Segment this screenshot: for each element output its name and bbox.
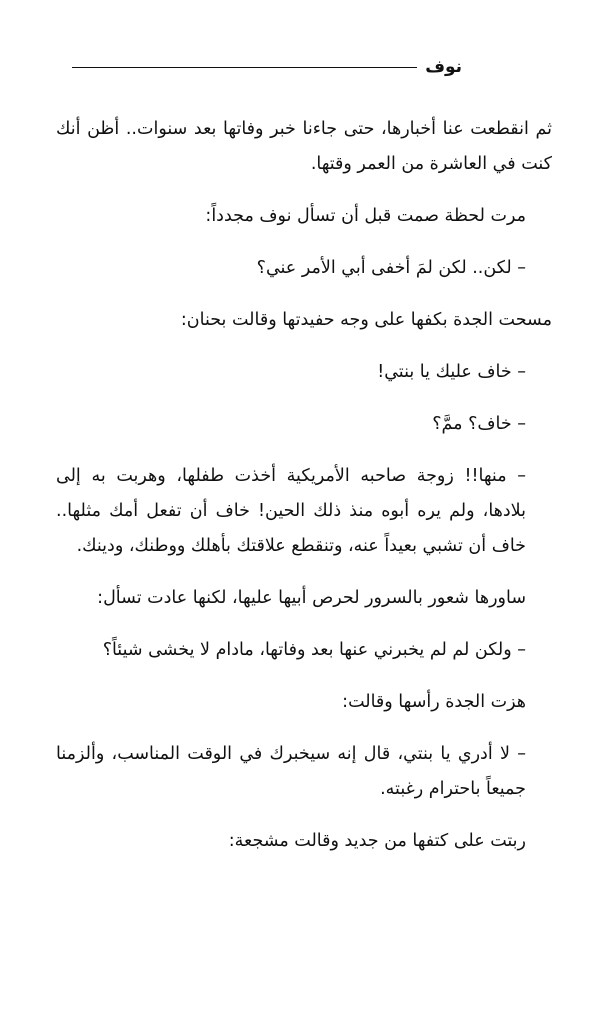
dialogue-line: – لا أدري يا بنتي، قال إنه سيخبرك في الوقت المناسب، وألزمنا جميعاً باحترام رغبته. bbox=[56, 744, 526, 799]
paragraph: هزت الجدة رأسها وقالت: bbox=[342, 692, 526, 712]
body-text bbox=[56, 112, 552, 876]
paragraph: ثم انقطعت عنا أخبارها، حتى جاءنا خبر وفاتها بعد سنوات.. أظن أنك كنت في العاشرة من العمر وقتها. bbox=[56, 119, 552, 174]
paragraph: مرت لحظة صمت قبل أن تسأل نوف مجدداً: bbox=[205, 206, 526, 226]
chapter-title: نوف bbox=[425, 57, 462, 77]
dialogue-line: – خاف عليك يا بنتي! bbox=[377, 362, 526, 382]
paragraph: ساورها شعور بالسرور لحرص أبيها عليها، لكنها عادت تسأل: bbox=[97, 588, 526, 608]
dialogue-line: – منها!! زوجة صاحبه الأمريكية أخذت طفلها، وهربت به إلى بلادها، ولم يره أبوه منذ ذلك الحين! خاف أن تفعل أمك مثلها.. خاف أن تشبي بعيداً عنه، وتنقطع علاقتك بأهلك ووطنك، ودينك. bbox=[56, 466, 526, 556]
running-header bbox=[62, 52, 462, 82]
paragraph: مسحت الجدة بكفها على وجه حفيدتها وقالت بحنان: bbox=[180, 310, 552, 330]
dialogue-line: – لكن.. لكن لمَ أخفى أبي الأمر عني؟ bbox=[256, 258, 526, 278]
dialogue-line: – خاف؟ ممَّ؟ bbox=[432, 414, 526, 434]
dialogue-line: – ولكن لم لم يخبرني عنها بعد وفاتها، مادام لا يخشى شيئاً؟ bbox=[102, 640, 526, 660]
paragraph: ربتت على كتفها من جديد وقالت مشجعة: bbox=[228, 831, 526, 851]
header-rule bbox=[72, 67, 417, 68]
